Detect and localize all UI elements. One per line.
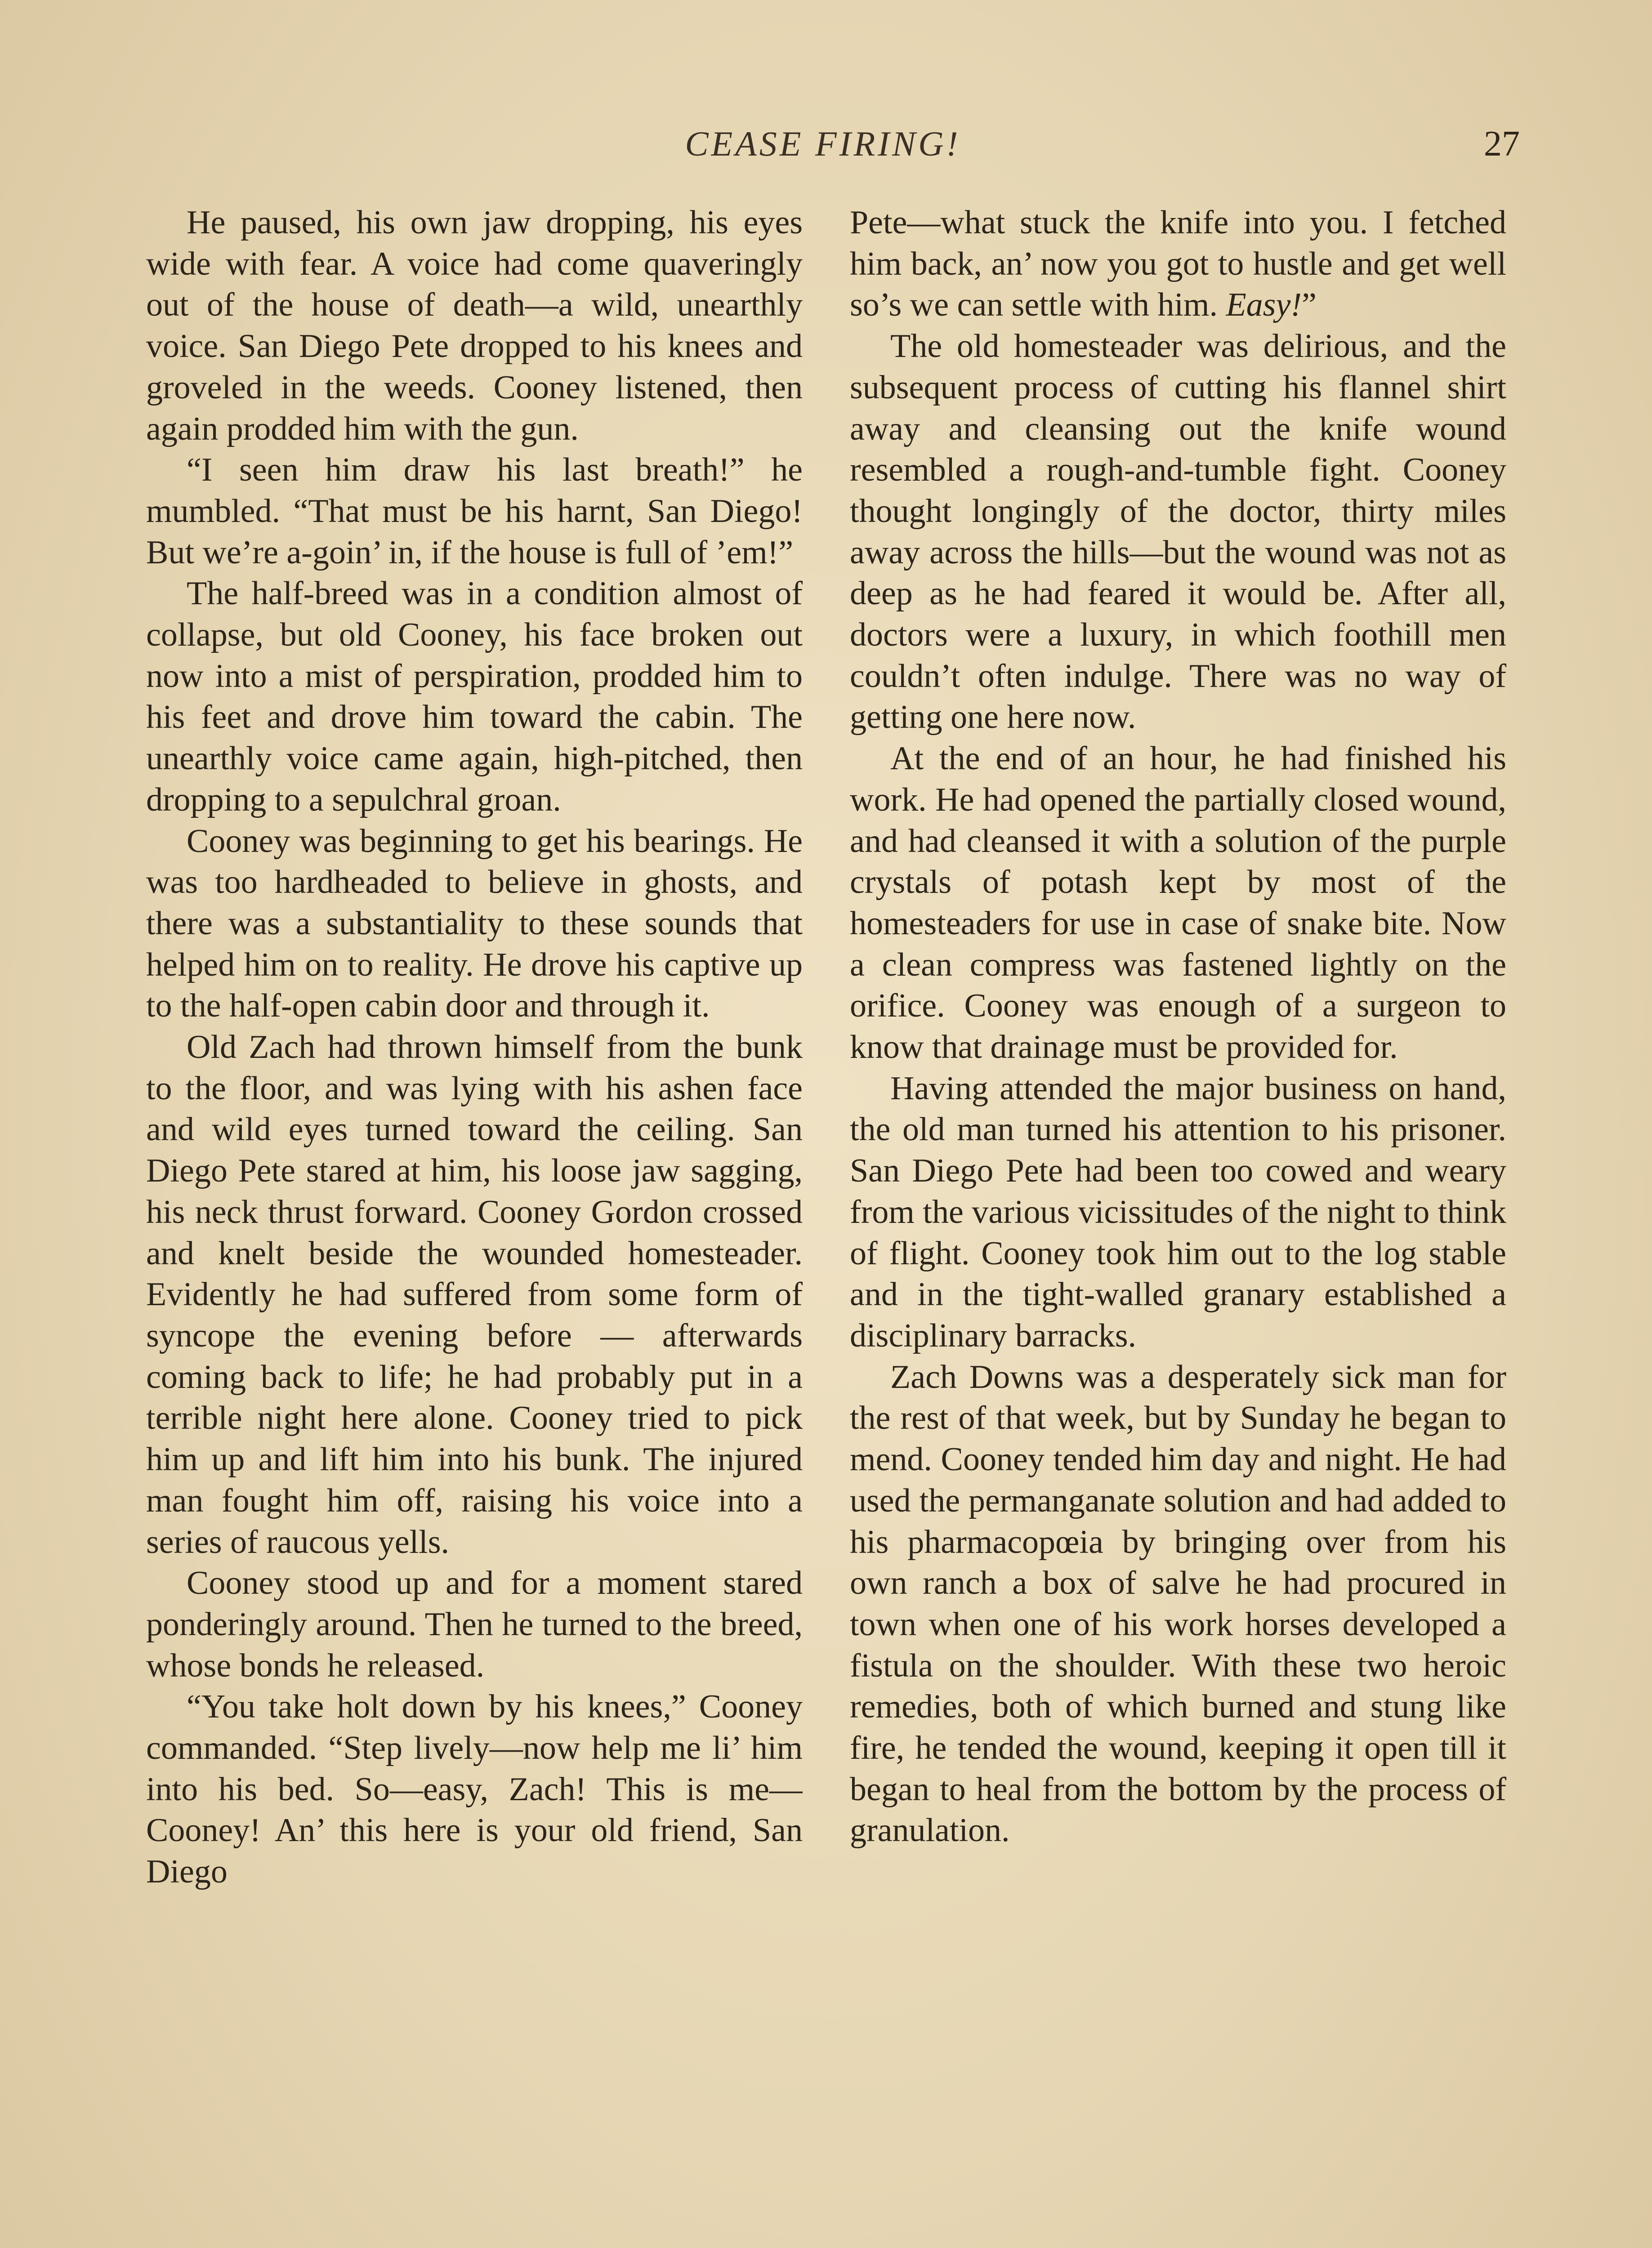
paragraph-8: The old homesteader was delirious, and the subsequent process of cutting his flannel shirt away and cleansing out the knife wound resembled a rough-and-tumble fight. Cooney thought longingly of the doctor, thirty miles away across the hills—but the wound was not as deep as he had feared it would be. After all, doctors were a luxury, in which foothill men couldn’t often indulge. There was no way of getting one here now. xyxy=(850,328,1506,736)
paragraph-11: Zach Downs was a desperately sick man for the rest of that week, but by Sunday he began to mend. Cooney tended him day and night. He had used the permanganate solution and had added to his pharmacopœia by bringing over from his own ranch a box of salve he had procured in town when one of his work horses developed a fistula on the shoulder. With these two heroic remedies, both of which burned and stung like fire, he tended the wound, keeping it open till it began to heal from the bottom by the process of granulation. xyxy=(850,1358,1506,1849)
right-column xyxy=(850,202,1506,2248)
paragraph-9: At the end of an hour, he had finished his work. He had opened the partially closed wound, and had cleansed it with a solution of the purple crystals of potash kept by most of the homesteaders for use in case of snake bite. Now a clean compress was fastened lightly on the orifice. Cooney was enough of a surgeon to know that drainage must be provided for. xyxy=(850,740,1506,1066)
paragraph-5: Old Zach had thrown himself from the bunk to the floor, and was lying with his ashen face and wild eyes turned toward the ceiling. San Diego Pete stared at him, his loose jaw sagging, his neck thrust forward. Cooney Gordon crossed and knelt beside the wounded homesteader. Evidently he had suffered from some form of syncope the evening before — afterwards coming back to life; he had probably put in a terrible night here alone. Cooney tried to pick him up and lift him into his bunk. The injured man fought him off, raising his voice into a series of raucous yells. xyxy=(146,1029,803,1561)
paragraph-2: “I seen him draw his last breath!” he mumbled. “That must be his harnt, San Diego! But we’re a-goin’ in, if the house is full of ’em!” xyxy=(146,451,803,571)
page-header xyxy=(0,119,1652,169)
paragraph-continuation xyxy=(850,202,1506,326)
paragraph-10: Having attended the major business on hand, the old man turned his attention to his prisoner. San Diego Pete had been too cowed and weary from the various vicissitudes of the night to think of flight. Cooney took him out to the log stable and in the tight-walled granary established a disciplinary barracks. xyxy=(850,1070,1506,1354)
left-column xyxy=(146,202,803,2248)
continuation-close-quote: ” xyxy=(1301,286,1317,324)
continuation-emphasis: Easy! xyxy=(1226,286,1302,324)
paragraph-1: He paused, his own jaw dropping, his eyes wide with fear. A voice had come quaveringly out of the house of death—a wild, unearthly voice. San Diego Pete dropped to his knees and groveled in the weeds. Cooney listened, then again prodded him with the gun. xyxy=(146,204,803,447)
paragraph-3: The half-breed was in a condition almost of collapse, but old Cooney, his face broken out now into a mist of perspiration, prodded him to his feet and drove him toward the cabin. The unearthly voice came again, high-pitched, then dropping to a sepulchral groan. xyxy=(146,575,803,818)
paragraph-7: “You take holt down by his knees,” Cooney commanded. “Step lively—now help me li’ him into his bed. So—easy, Zach! This is me—Cooney! An’ this here is your old friend, San Diego xyxy=(146,1688,803,1891)
paragraph-4: Cooney was beginning to get his bearings. He was too hardheaded to believe in ghosts, and there was a substantiality to these sounds that helped him on to reality. He drove his captive up to the half-open cabin door and through it. xyxy=(146,822,803,1025)
paragraph-6: Cooney stood up and for a moment stared ponderingly around. Then he turned to the breed, whose bonds he released. xyxy=(146,1565,803,1684)
running-title: CEASE FIRING! xyxy=(685,124,961,163)
page-number: 27 xyxy=(1484,124,1520,164)
continuation-text: Pete—what stuck the knife into you. I fetched him back, an’ now you got to hustle and get well so’s we can settle with him. xyxy=(850,204,1506,324)
